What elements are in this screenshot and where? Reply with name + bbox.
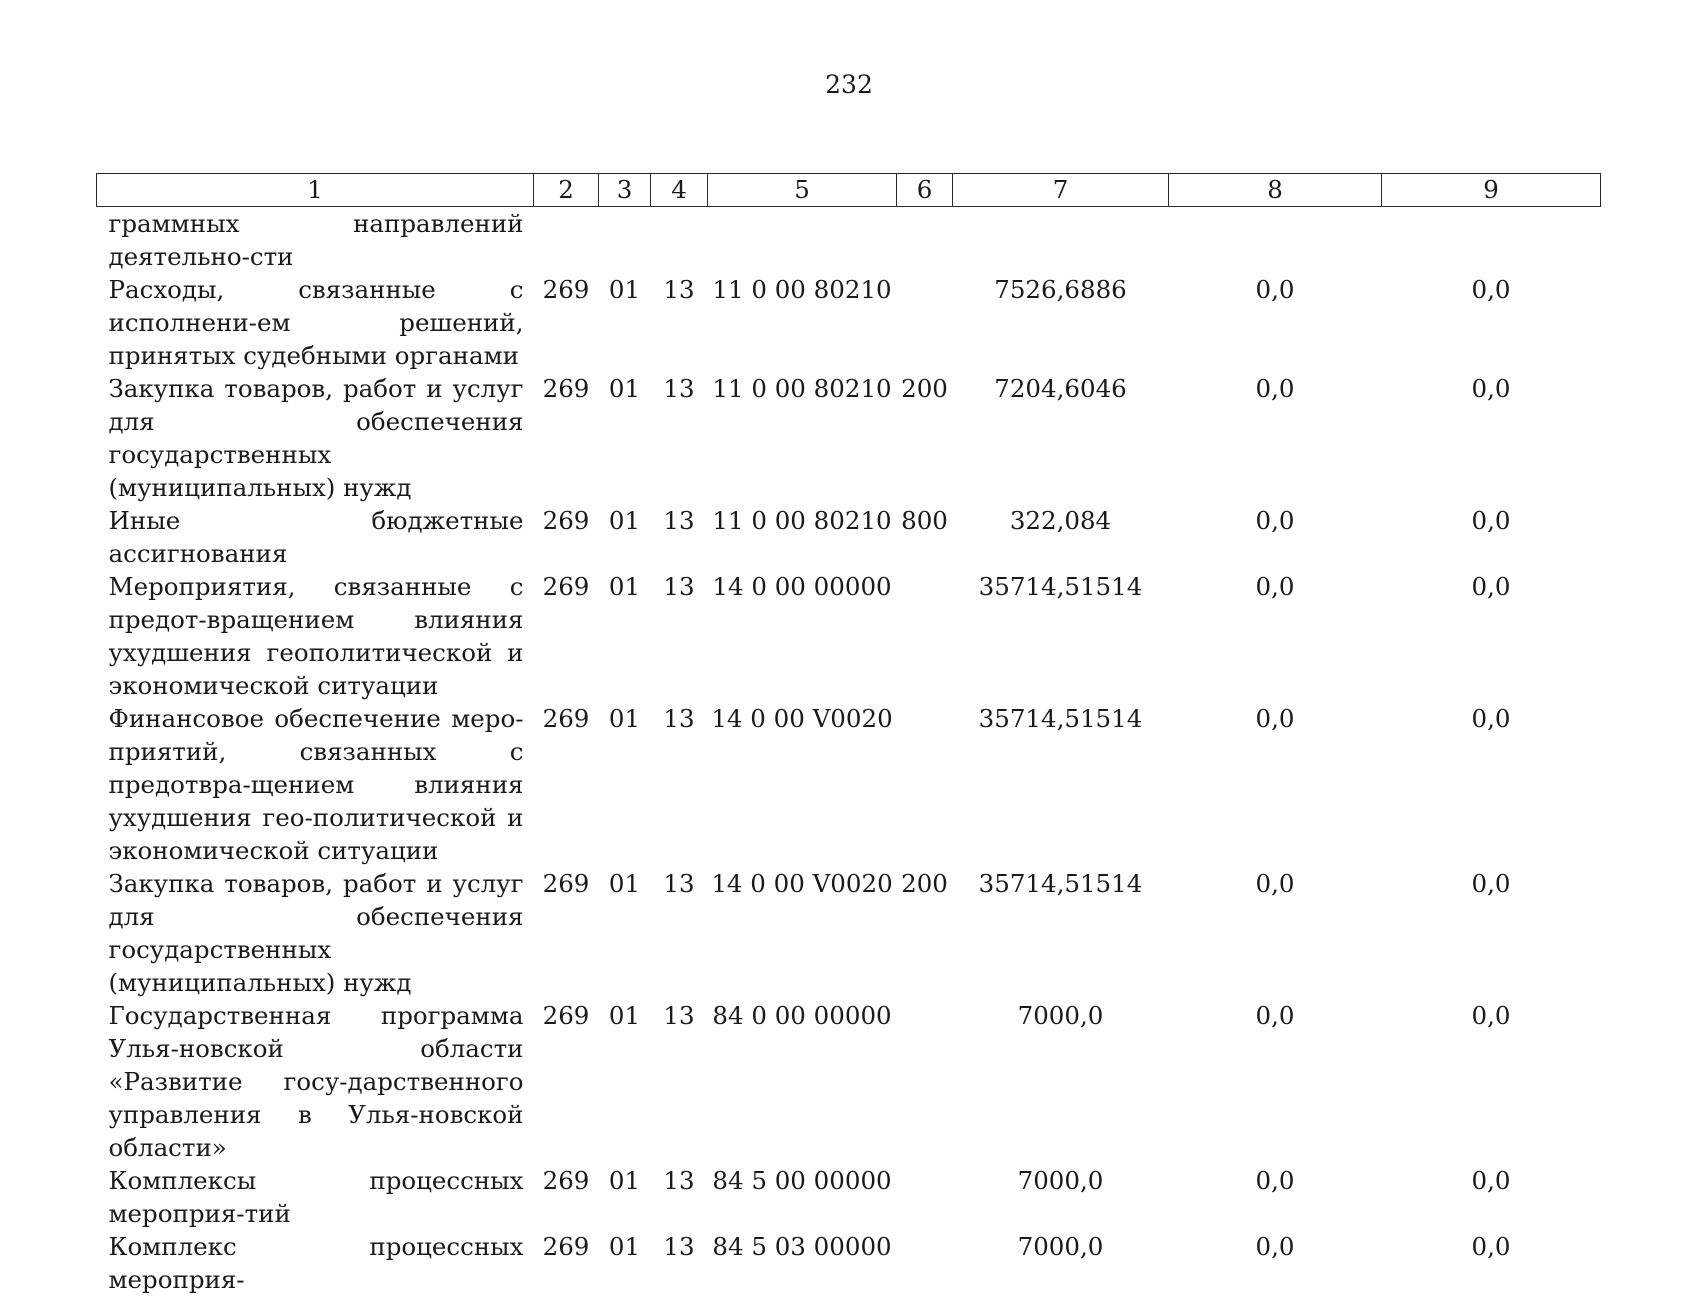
amount-col8: 0,0 — [1169, 702, 1382, 867]
amount-col9: 0,0 — [1382, 867, 1601, 999]
target-article: 11 0 00 80210 — [708, 273, 897, 372]
amount-col7: 35714,51514 — [953, 702, 1169, 867]
expense-type: 200 — [897, 867, 953, 999]
target-article: 11 0 00 80210 — [708, 504, 897, 570]
ved-code: 269 — [534, 702, 599, 867]
ved-code: 269 — [534, 867, 599, 999]
subsection-code — [651, 207, 708, 274]
amount-col9: 0,0 — [1382, 1164, 1601, 1230]
section-code — [599, 207, 651, 274]
amount-col8: 0,0 — [1169, 1164, 1382, 1230]
subsection-code: 13 — [651, 702, 708, 867]
column-header: 1 — [97, 174, 534, 207]
section-code: 01 — [599, 702, 651, 867]
amount-col7: 7000,0 — [953, 1230, 1169, 1296]
amount-col9: 0,0 — [1382, 999, 1601, 1164]
section-code: 01 — [599, 1230, 651, 1296]
amount-col9: 0,0 — [1382, 504, 1601, 570]
subsection-code: 13 — [651, 273, 708, 372]
table-row — [97, 372, 1601, 504]
table-body — [97, 207, 1601, 1296]
row-name: Закупка товаров, работ и услуг для обеспечения государственных (муниципальных) нужд — [97, 867, 534, 999]
row-name: граммных направлений деятельно-сти — [97, 207, 534, 274]
amount-col7 — [953, 207, 1169, 274]
amount-col8: 0,0 — [1169, 570, 1382, 702]
subsection-code: 13 — [651, 372, 708, 504]
section-code: 01 — [599, 372, 651, 504]
target-article: 84 0 00 00000 — [708, 999, 897, 1164]
subsection-code: 13 — [651, 504, 708, 570]
subsection-code: 13 — [651, 999, 708, 1164]
table-row — [97, 702, 1601, 867]
ved-code: 269 — [534, 273, 599, 372]
target-article: 11 0 00 80210 — [708, 372, 897, 504]
subsection-code: 13 — [651, 1164, 708, 1230]
ved-code: 269 — [534, 504, 599, 570]
column-header: 4 — [651, 174, 708, 207]
column-header: 8 — [1169, 174, 1382, 207]
row-name: Комплексы процессных мероприя-тий — [97, 1164, 534, 1230]
subsection-code: 13 — [651, 570, 708, 702]
amount-col8: 0,0 — [1169, 1230, 1382, 1296]
expense-type — [897, 273, 953, 372]
ved-code: 269 — [534, 372, 599, 504]
amount-col8: 0,0 — [1169, 372, 1382, 504]
amount-col9: 0,0 — [1382, 273, 1601, 372]
amount-col9: 0,0 — [1382, 570, 1601, 702]
amount-col7: 7000,0 — [953, 999, 1169, 1164]
section-code: 01 — [599, 867, 651, 999]
row-name: Мероприятия, связанные с предот-вращением влияния ухудшения геополитической и экономической ситуации — [97, 570, 534, 702]
target-article: 14 0 00 V0020 — [708, 702, 897, 867]
column-header: 6 — [897, 174, 953, 207]
expense-type — [897, 570, 953, 702]
target-article: 14 0 00 V0020 — [708, 867, 897, 999]
amount-col8 — [1169, 207, 1382, 274]
table-row — [97, 999, 1601, 1164]
expense-type: 800 — [897, 504, 953, 570]
target-article: 14 0 00 00000 — [708, 570, 897, 702]
subsection-code: 13 — [651, 867, 708, 999]
section-code: 01 — [599, 273, 651, 372]
expense-type — [897, 702, 953, 867]
expense-type — [897, 1230, 953, 1296]
column-header: 3 — [599, 174, 651, 207]
amount-col7: 35714,51514 — [953, 570, 1169, 702]
row-name: Финансовое обеспечение меро-приятий, связанных с предотвра-щением влияния ухудшения гео-политической и экономической ситуации — [97, 702, 534, 867]
expense-type: 200 — [897, 372, 953, 504]
section-code: 01 — [599, 1164, 651, 1230]
amount-col7: 35714,51514 — [953, 867, 1169, 999]
column-header: 9 — [1382, 174, 1601, 207]
ved-code: 269 — [534, 1230, 599, 1296]
expense-type — [897, 1164, 953, 1230]
target-article — [708, 207, 897, 274]
row-name: Комплекс процессных мероприя- — [97, 1230, 534, 1296]
table-row — [97, 1164, 1601, 1230]
table-row — [97, 1230, 1601, 1296]
column-header: 2 — [534, 174, 599, 207]
amount-col9: 0,0 — [1382, 372, 1601, 504]
section-code: 01 — [599, 504, 651, 570]
expense-type — [897, 207, 953, 274]
ved-code: 269 — [534, 999, 599, 1164]
page-number: 232 — [0, 70, 1698, 99]
section-code: 01 — [599, 999, 651, 1164]
subsection-code: 13 — [651, 1230, 708, 1296]
row-name: Расходы, связанные с исполнени-ем решений, принятых судебными органами — [97, 273, 534, 372]
amount-col9 — [1382, 207, 1601, 274]
table-header-row — [97, 174, 1601, 207]
amount-col7: 7526,6886 — [953, 273, 1169, 372]
ved-code: 269 — [534, 570, 599, 702]
budget-table-container — [96, 173, 1600, 1296]
budget-table — [96, 173, 1601, 1296]
table-row — [97, 273, 1601, 372]
table-row — [97, 570, 1601, 702]
amount-col8: 0,0 — [1169, 867, 1382, 999]
target-article: 84 5 03 00000 — [708, 1230, 897, 1296]
expense-type — [897, 999, 953, 1164]
column-header: 7 — [953, 174, 1169, 207]
target-article: 84 5 00 00000 — [708, 1164, 897, 1230]
amount-col8: 0,0 — [1169, 273, 1382, 372]
ved-code: 269 — [534, 1164, 599, 1230]
table-row — [97, 867, 1601, 999]
row-name: Иные бюджетные ассигнования — [97, 504, 534, 570]
amount-col9: 0,0 — [1382, 1230, 1601, 1296]
column-header: 5 — [708, 174, 897, 207]
row-name: Закупка товаров, работ и услуг для обеспечения государственных (муниципальных) нужд — [97, 372, 534, 504]
amount-col8: 0,0 — [1169, 999, 1382, 1164]
amount-col7: 7204,6046 — [953, 372, 1169, 504]
amount-col8: 0,0 — [1169, 504, 1382, 570]
section-code: 01 — [599, 570, 651, 702]
amount-col9: 0,0 — [1382, 702, 1601, 867]
table-row — [97, 207, 1601, 274]
table-row — [97, 504, 1601, 570]
row-name: Государственная программа Улья-новской области «Развитие госу-дарственного управления в Улья-новской области» — [97, 999, 534, 1164]
amount-col7: 322,084 — [953, 504, 1169, 570]
ved-code — [534, 207, 599, 274]
amount-col7: 7000,0 — [953, 1164, 1169, 1230]
